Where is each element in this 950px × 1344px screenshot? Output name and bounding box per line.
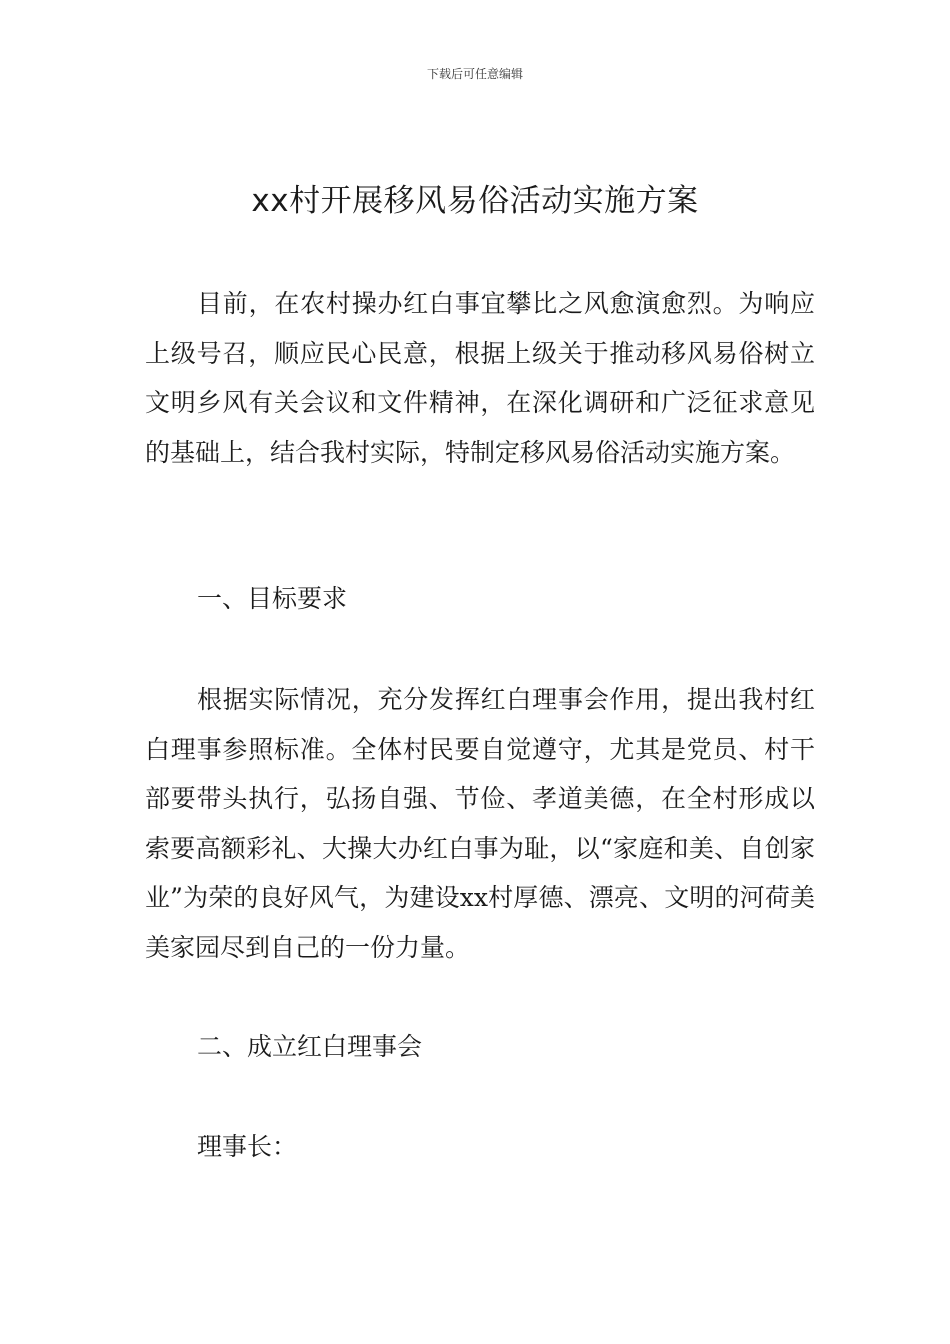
document-title: xx村开展移风易俗活动实施方案	[251, 183, 699, 219]
section-heading-goals: 一、目标要求	[197, 584, 348, 613]
council-leader-label: 理事长：	[197, 1132, 298, 1161]
section-heading-council: 二、成立红白理事会	[197, 1032, 423, 1061]
header-note: 下载后可任意编辑	[426, 67, 523, 81]
intro-paragraph: 目前，在农村操办红白事宜攀比之风愈演愈烈。为响应上级号召，顺应民心民意，根据上级关于推动移风易俗树立文明乡风有关会议和文件精神，在深化调研和广泛征求意见的基础上，结合我村实际，特制定移风易俗活动实施方案。	[145, 289, 815, 467]
goals-paragraph: 根据实际情况，充分发挥红白理事会作用，提出我村红白理事参照标准。全体村民要自觉遵守，尤其是党员、村干部要带头执行，弘扬自强、节俭、孝道美德，在全村形成以索要高额彩礼、大操大办红白事为耻，以“家庭和美、自创家业”为荣的良好风气，为建设xx村厚德、漂亮、文明的河荷美美家园尽到自己的一份力量。	[145, 685, 815, 962]
